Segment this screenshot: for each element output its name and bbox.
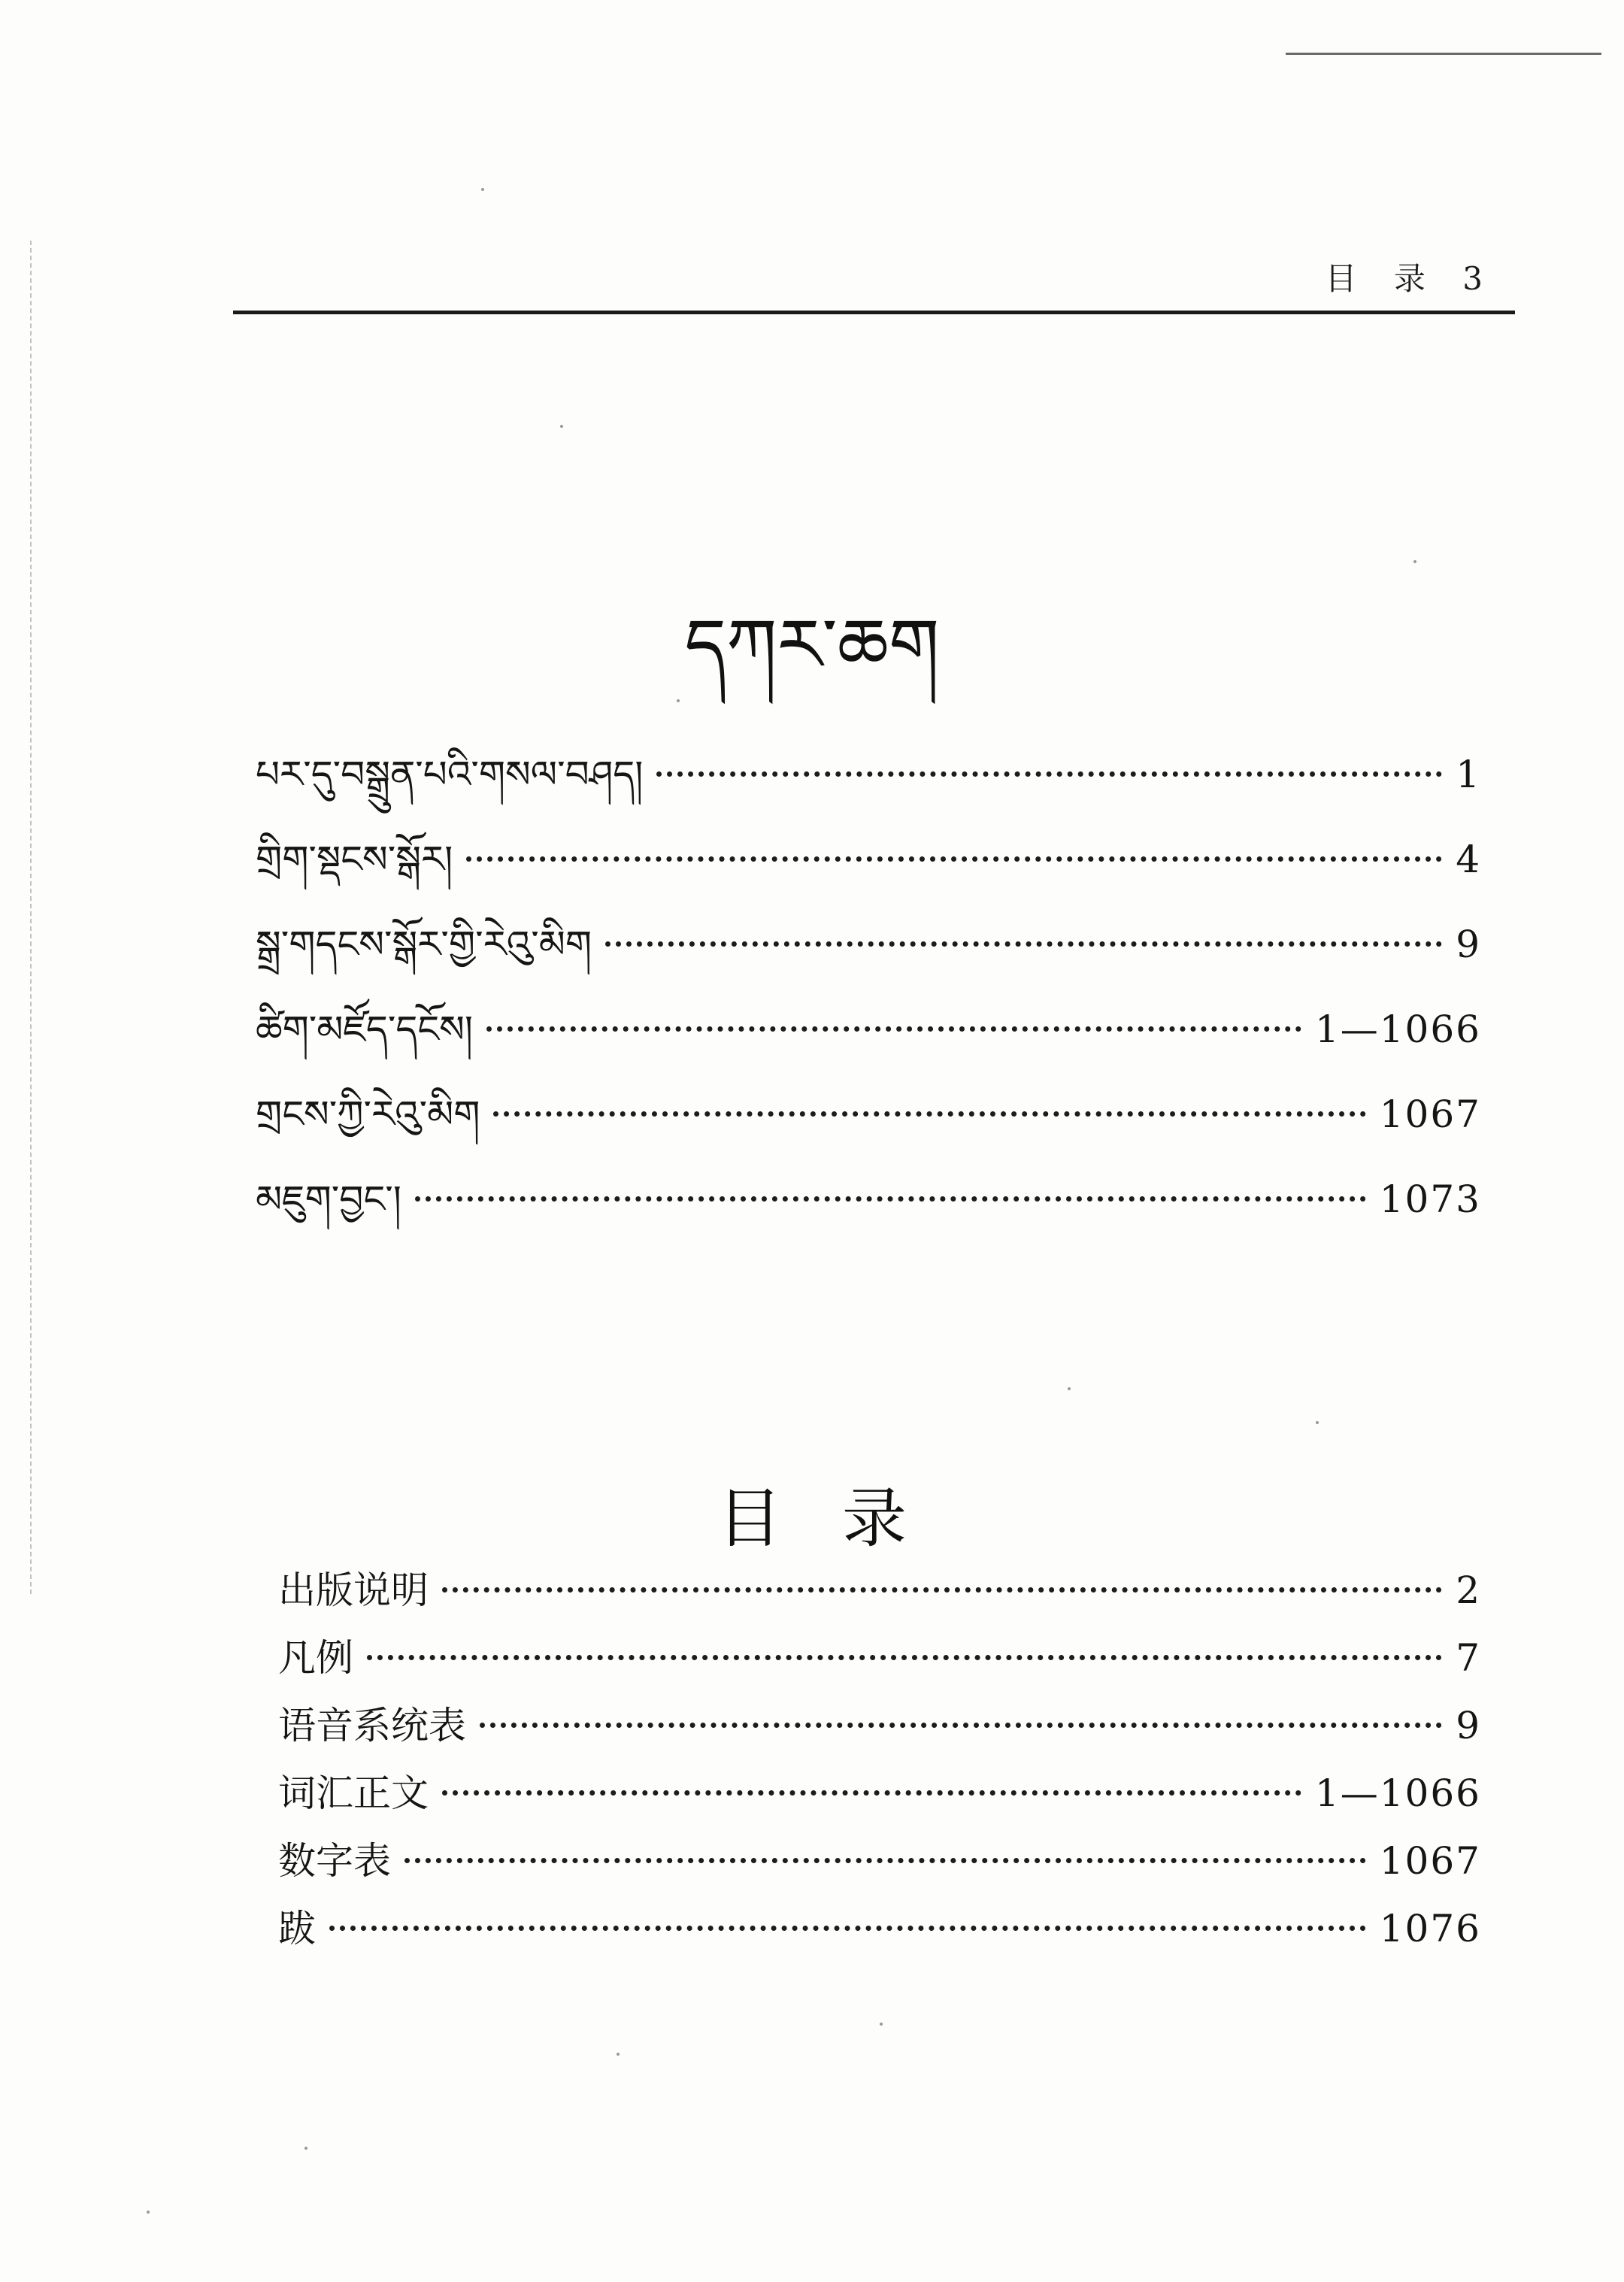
dot-leader [493, 1111, 1365, 1117]
toc-entry-page: 1—1066 [1314, 1771, 1481, 1815]
toc-entry [278, 1696, 1481, 1763]
dot-leader [605, 941, 1442, 947]
toc-entry-page: 7 [1456, 1636, 1481, 1680]
scan-speck [617, 2053, 620, 2056]
tibetan-toc [256, 733, 1481, 1243]
scan-speck [560, 425, 563, 428]
chinese-toc [278, 1560, 1481, 1966]
dot-leader [656, 771, 1442, 777]
header-rule [233, 311, 1515, 314]
running-head-page-number: 3 [1462, 260, 1496, 297]
dot-leader [415, 1196, 1366, 1202]
scan-speck [304, 2147, 308, 2150]
toc-entry [278, 1560, 1481, 1628]
toc-entry-label: 跋 [278, 1907, 316, 1950]
toc-entry-page: 9 [1456, 923, 1481, 966]
toc-entry [278, 1899, 1481, 1966]
scan-speck [147, 2211, 150, 2214]
toc-entry-page: 1—1066 [1314, 1008, 1481, 1051]
toc-entry-label: གྲངས་ཀྱི་རེའུ་མིག [256, 1093, 480, 1136]
toc-entry-label: 词汇正文 [278, 1771, 429, 1815]
toc-entry [278, 1763, 1481, 1831]
dot-leader [486, 1026, 1301, 1032]
running-head [1326, 254, 1496, 299]
toc-entry-label: པར་དུ་བསྒྲུན་པའི་གསལ་བཤད། [256, 753, 644, 796]
toc-entry [256, 988, 1481, 1073]
scan-speck [1316, 1421, 1319, 1424]
tibetan-toc-title: དཀར་ཆག [684, 603, 940, 687]
chinese-toc-title: 目录 [717, 1481, 967, 1556]
toc-entry-page: 1076 [1379, 1907, 1481, 1950]
toc-entry-page: 1 [1456, 753, 1481, 796]
toc-entry-label: སྒྲ་གདངས་སྒོར་གྱི་རེའུ་མིག [256, 923, 592, 966]
toc-entry-page: 1067 [1379, 1839, 1481, 1883]
toc-entry-page: 9 [1456, 1704, 1481, 1747]
scan-artifact-rule [1286, 53, 1601, 55]
toc-entry [278, 1628, 1481, 1696]
scan-speck [677, 699, 680, 702]
dot-leader [480, 1723, 1442, 1728]
toc-entry-page: 1067 [1379, 1093, 1481, 1136]
dot-leader [466, 856, 1442, 862]
scan-artifact-margin [30, 241, 33, 1594]
dot-leader [442, 1587, 1442, 1593]
toc-entry [256, 733, 1481, 818]
running-head-text: 目 录 [1325, 260, 1439, 297]
dot-leader [404, 1858, 1366, 1863]
scan-speck [1413, 560, 1416, 563]
toc-entry [256, 903, 1481, 988]
toc-entry [278, 1831, 1481, 1899]
toc-entry-page: 1073 [1379, 1177, 1481, 1221]
dot-leader [442, 1790, 1301, 1796]
toc-entry-label: 出版说明 [278, 1568, 429, 1612]
toc-entry-label: 凡例 [278, 1636, 353, 1680]
toc-entry-page: 4 [1456, 838, 1481, 881]
toc-entry-label: ཚིག་མཛོད་དངོས། [256, 1008, 473, 1051]
toc-entry-label: 数字表 [278, 1839, 391, 1883]
toc-entry-page: 2 [1456, 1568, 1481, 1612]
toc-entry [256, 1073, 1481, 1158]
toc-entry-label: 语音系统表 [278, 1704, 466, 1747]
toc-entry-label: མཇུག་བྱང་། [256, 1177, 401, 1221]
scan-speck [481, 188, 484, 191]
dot-leader [367, 1655, 1442, 1660]
scan-speck [1068, 1387, 1071, 1390]
scan-speck [880, 2023, 883, 2026]
dot-leader [329, 1926, 1366, 1931]
toc-entry [256, 818, 1481, 903]
toc-entry-label: གྲིག་སྡངས་སྒོར། [256, 838, 453, 881]
